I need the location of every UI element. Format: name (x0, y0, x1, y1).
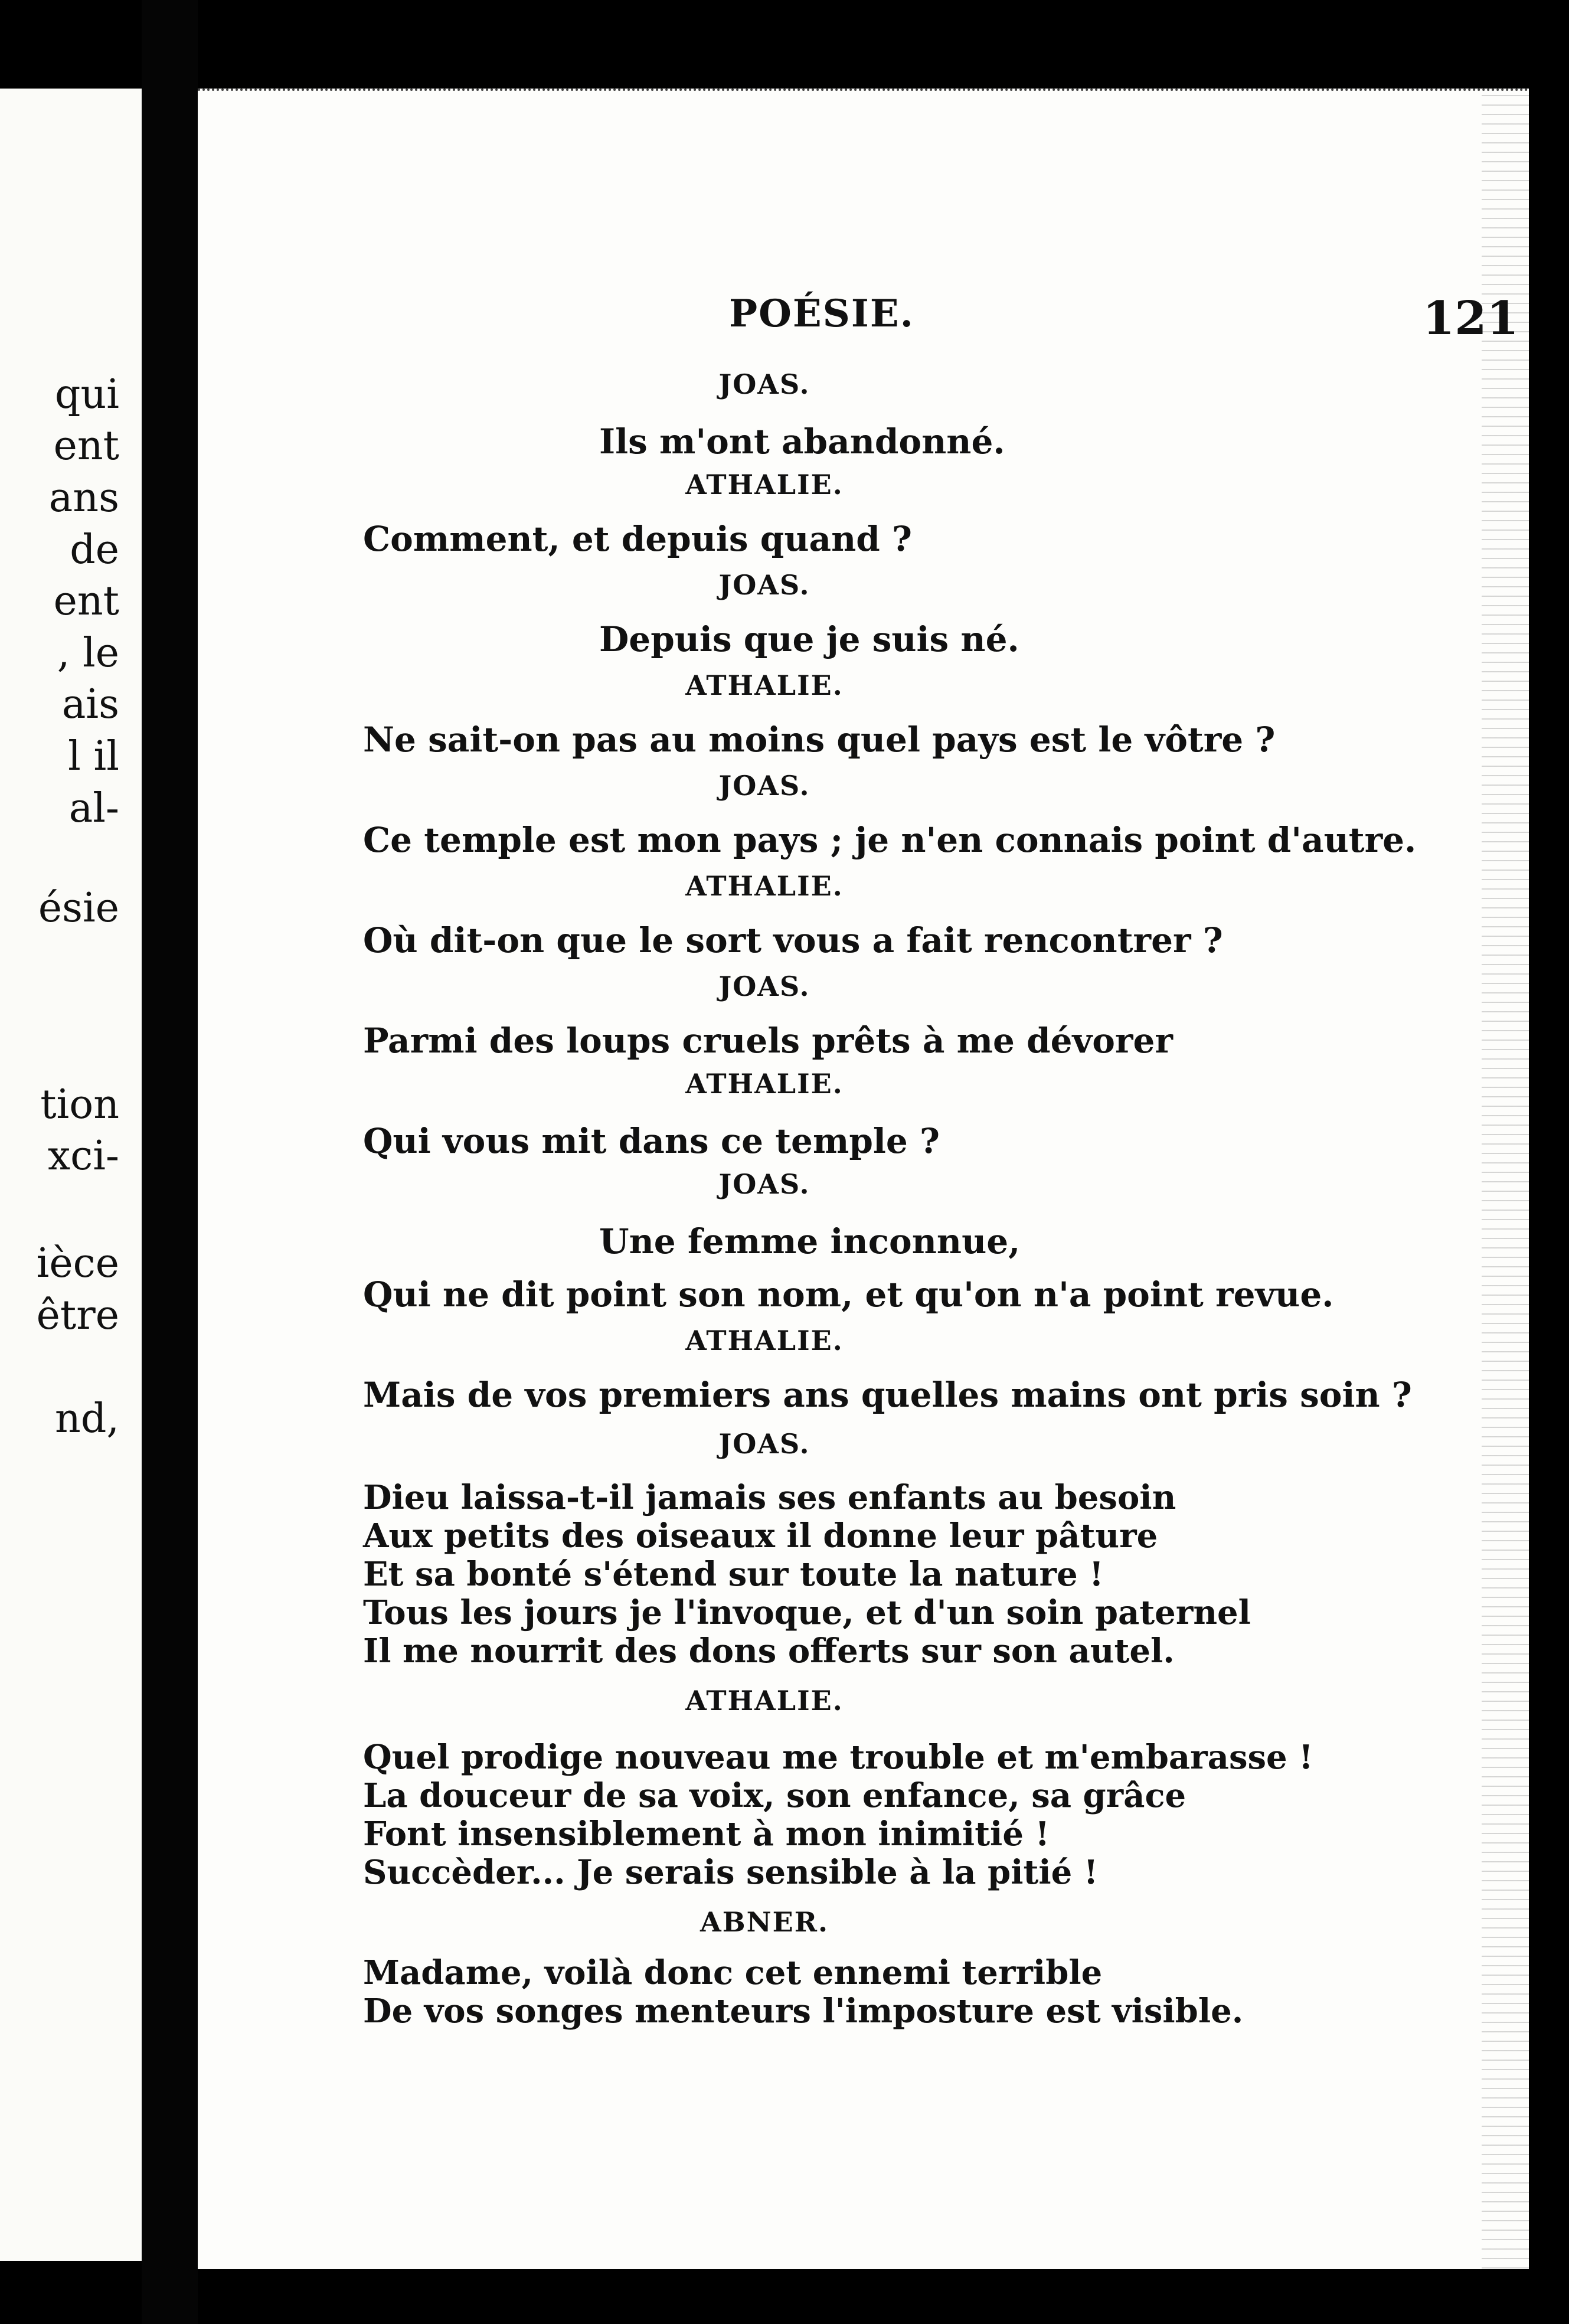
verse-line: Et sa bonté s'étend sur toute la nature ! (363, 1555, 1104, 1594)
left-page-fragment: xci- (47, 1133, 119, 1179)
left-page-fragment: nd, (55, 1395, 119, 1442)
left-page-fragment: al- (68, 785, 119, 832)
speaker-name: ATHALIE. (685, 1685, 844, 1717)
verse-line: Mais de vos premiers ans quelles mains ont pris soin ? (363, 1375, 1412, 1415)
verse-line: Succèder... Je serais sensible à la pitié ! (363, 1853, 1099, 1892)
left-page-fragment: ièce (36, 1240, 119, 1287)
verse-line: Depuis que je suis né. (599, 619, 1019, 659)
verse-line: Parmi des loups cruels prêts à me dévorer (363, 1021, 1173, 1061)
speaker-name: JOAS. (718, 1428, 810, 1460)
verse-line: La douceur de sa voix, son enfance, sa grâce (363, 1776, 1186, 1815)
page-edge (1482, 91, 1529, 2269)
speaker-name: JOAS. (718, 1168, 810, 1200)
verse-line: Ils m'ont abandonné. (599, 421, 1005, 462)
speaker-name: JOAS. (718, 770, 810, 802)
running-title: POÉSIE. (729, 292, 914, 336)
previous-page-strip (0, 89, 142, 2261)
verse-line: Quel prodige nouveau me trouble et m'embarasse ! (363, 1738, 1313, 1777)
verse-line: Où dit-on que le sort vous a fait rencontrer ? (363, 920, 1223, 960)
left-page-fragment: de (70, 527, 119, 573)
speaker-name: ATHALIE. (685, 870, 844, 902)
verse-line: Aux petits des oiseaux il donne leur pâture (363, 1516, 1158, 1555)
book-gutter (142, 0, 198, 2324)
verse-line: Ne sait-on pas au moins quel pays est le vôtre ? (363, 720, 1276, 760)
verse-line: Ce temple est mon pays ; je n'en connais point d'autre. (363, 820, 1417, 860)
left-page-fragment: , le (57, 630, 119, 676)
left-page-fragment: tion (40, 1081, 119, 1128)
verse-line: Une femme inconnue, (599, 1221, 1021, 1261)
verse-line: Tous les jours je l'invoque, et d'un soin paternel (363, 1593, 1251, 1632)
page-content (363, 91, 1519, 2269)
verse-line: Il me nourrit des dons offerts sur son autel. (363, 1632, 1175, 1671)
left-page-fragment: ésie (38, 885, 119, 931)
speaker-name: ATHALIE. (685, 469, 844, 501)
speaker-name: ATHALIE. (685, 669, 844, 701)
speaker-name: JOAS. (718, 970, 810, 1002)
left-page-fragment: qui (54, 371, 119, 418)
left-page-fragment: ent (53, 578, 119, 625)
verse-line: Madame, voilà donc cet ennemi terrible (363, 1953, 1103, 1992)
left-page-fragment: ent (53, 423, 119, 469)
verse-line: Comment, et depuis quand ? (363, 519, 912, 559)
speaker-name: JOAS. (718, 569, 810, 601)
left-page-fragment: être (36, 1292, 119, 1339)
speaker-name: JOAS. (718, 368, 810, 400)
verse-line: Dieu laissa-t-il jamais ses enfants au besoin (363, 1478, 1176, 1517)
verse-line: De vos songes menteurs l'imposture est visible. (363, 1992, 1244, 2031)
verse-line: Font insensiblement à mon inimitié ! (363, 1815, 1050, 1854)
page-number: 121 (1423, 292, 1519, 345)
speaker-name: ATHALIE. (685, 1325, 844, 1357)
left-page-fragment: ais (61, 681, 119, 728)
verse-line: Qui ne dit point son nom, et qu'on n'a point revue. (363, 1274, 1334, 1315)
speaker-name: ATHALIE. (685, 1068, 844, 1100)
book-page (198, 89, 1529, 2269)
left-page-fragment: l il (68, 733, 119, 780)
verse-line: Qui vous mit dans ce temple ? (363, 1121, 940, 1161)
speaker-name: ABNER. (700, 1906, 829, 1938)
left-page-fragment: ans (48, 475, 119, 521)
